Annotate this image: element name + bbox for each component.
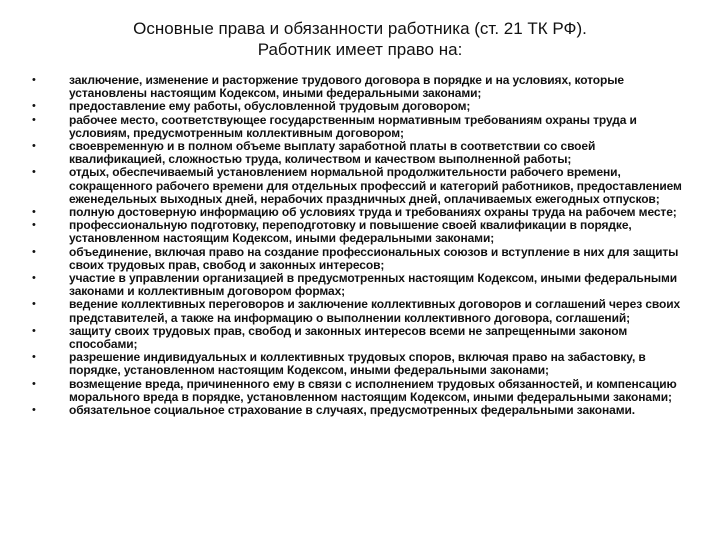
list-item: [0, 272, 720, 298]
list-item: [0, 100, 720, 113]
list-item: [0, 114, 720, 140]
list-item: [0, 351, 720, 377]
list-item-text: защиту своих трудовых прав, свобод и законных интересов всеми не запрещенными законом способами;: [69, 323, 628, 352]
list-item: [0, 140, 720, 166]
list-item-text: полную достоверную информацию об условиях труда и требованиях охраны труда на рабочем месте;: [69, 205, 677, 220]
title-line-2: Работник имеет право на:: [257, 40, 463, 59]
list-item: [0, 378, 720, 404]
bullet-icon: •: [32, 272, 36, 285]
list-item-text: рабочее место, соответствующее государственным нормативным требованиям охраны труда и условиям, предусмотренным коллективным договором;: [69, 112, 637, 140]
bullet-icon: •: [32, 113, 36, 126]
title-line-1: Основные права и обязанности работника (ст. 21 ТК РФ).: [133, 19, 587, 38]
bullet-icon: •: [32, 100, 36, 113]
list-item-text: участие в управлении организацией в предусмотренных настоящим Кодексом, иными федеральными законами и коллективным договором формах;: [69, 271, 678, 299]
bullet-icon: •: [32, 404, 36, 417]
bullet-icon: •: [32, 377, 36, 390]
list-item-text: возмещение вреда, причиненного ему в связи с исполнением трудовых обязанностей, и компенсацию морального вреда в порядке, установленном настоящим Кодексом, иными федеральными законами;: [69, 376, 677, 404]
list-item: [0, 219, 720, 245]
list-item: [0, 246, 720, 272]
list-item-text: обязательное социальное страхование в случаях, предусмотренных федеральными законами.: [69, 403, 636, 418]
rights-list: [0, 74, 720, 417]
bullet-icon: •: [32, 206, 36, 219]
page-title: [0, 18, 720, 60]
list-item-text: профессиональную подготовку, переподготовку и повышение своей квалификации в порядке, установленном настоящим Кодексом, иными федеральными законами;: [69, 218, 632, 246]
list-item-text: предоставление ему работы, обусловленной трудовым договором;: [69, 99, 471, 114]
bullet-icon: •: [32, 219, 36, 232]
bullet-icon: •: [32, 74, 36, 86]
list-item: [0, 404, 720, 417]
bullet-icon: •: [32, 298, 36, 311]
list-item: [0, 298, 720, 324]
list-item-text: разрешение индивидуальных и коллективных трудовых споров, включая право на забастовку, в порядке, установленном настоящим Кодексом, иными федеральными законами;: [69, 350, 646, 378]
list-item: [0, 74, 720, 100]
list-item-text: ведение коллективных переговоров и заключение коллективных договоров и соглашений через своих представителей, а также на информацию о выполнении коллективного договора, соглашений;: [69, 297, 681, 325]
bullet-icon: •: [32, 351, 36, 364]
list-item-text: объединение, включая право на создание профессиональных союзов и вступление в них для защиты своих трудовых прав, свобод и законных интересов;: [69, 244, 679, 272]
bullet-icon: •: [32, 166, 36, 179]
list-item-text: заключение, изменение и расторжение трудового договора в порядке и на условиях, которые установлены настоящим Кодексом, иными федеральными законами;: [69, 73, 624, 101]
list-item-text: своевременную и в полном объеме выплату заработной платы в соответствии со своей квалификацией, сложностью труда, количеством и качеством выполненной работы;: [69, 139, 596, 167]
bullet-icon: •: [32, 324, 36, 337]
list-item-text: отдых, обеспечиваемый установлением нормальной продолжительности рабочего времени, сокращенного рабочего времени для отдельных профессий и категорий работников, предоставлением еженедельных выходных дней, нерабочих праздничных дней, оплачиваемых ежегодных отпусков;: [69, 165, 682, 206]
list-item: [0, 325, 720, 351]
bullet-icon: •: [32, 140, 36, 153]
list-item: [0, 166, 720, 206]
bullet-icon: •: [32, 245, 36, 258]
